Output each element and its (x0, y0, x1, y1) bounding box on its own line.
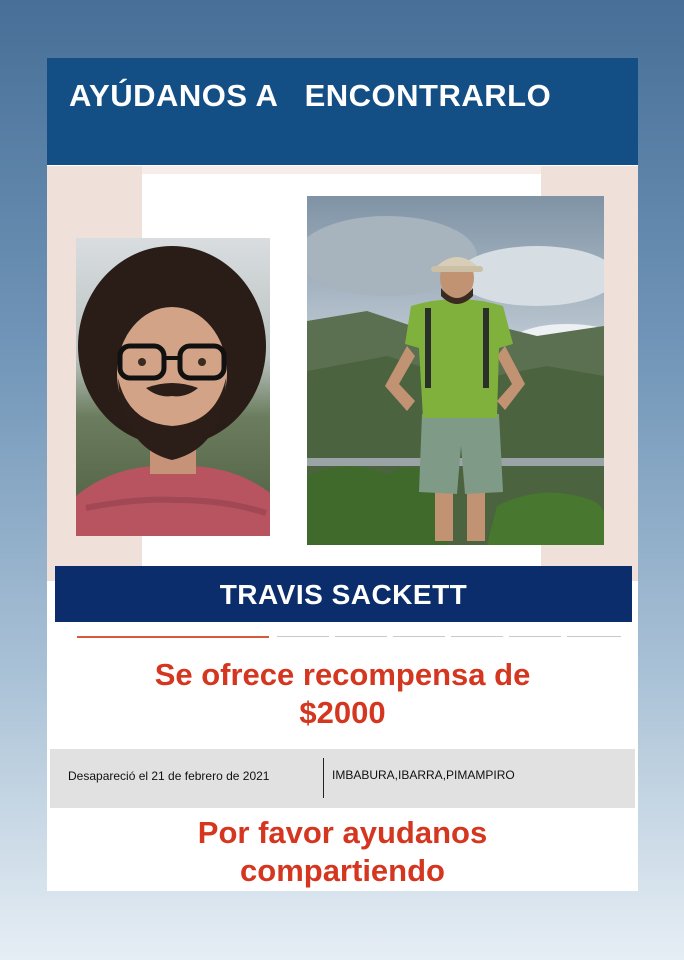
hiker-photo (307, 196, 604, 545)
details-divider (323, 758, 324, 798)
tab-divider (451, 636, 503, 642)
tab-divider (509, 636, 561, 642)
face-photo-illustration (76, 238, 270, 536)
disappearance-location: IMBABURA,IBARRA,PIMAMPIRO (332, 768, 515, 782)
hiker-photo-illustration (307, 196, 604, 545)
tab-divider (567, 636, 621, 642)
tab-divider (277, 636, 329, 642)
details-band (50, 749, 635, 808)
share-plea-line-1: Por favor ayudanos (197, 815, 488, 850)
person-name: TRAVIS SACKETT (219, 579, 468, 610)
tab-divider (77, 636, 269, 643)
tab-divider (335, 636, 387, 642)
header-banner (47, 58, 638, 165)
poster-headline: AYÚDANOS A ENCONTRARLO (69, 78, 552, 113)
disappearance-date: Desapareció el 21 de febrero de 2021 (68, 769, 270, 783)
share-plea-line-2: compartiendo (240, 853, 445, 888)
name-banner (55, 566, 632, 622)
accent-strip (142, 166, 541, 174)
decorative-tab-row (77, 636, 622, 642)
face-photo (76, 238, 270, 536)
reward-amount: $2000 (299, 695, 386, 730)
missing-person-poster (47, 58, 638, 891)
tab-divider (393, 636, 445, 642)
reward-text-line-1: Se ofrece recompensa de (154, 657, 531, 692)
